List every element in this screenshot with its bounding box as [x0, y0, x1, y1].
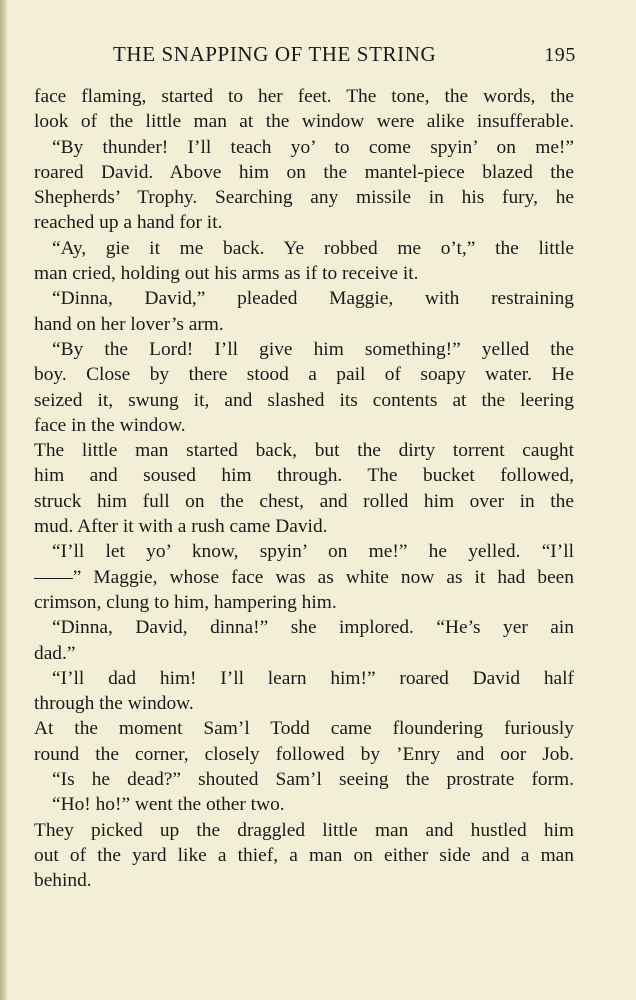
- text-line: mud. After it with a rush came David.: [34, 516, 328, 538]
- text-line: “Ho! ho!” went the other two.: [52, 794, 285, 816]
- body-text: [34, 84, 574, 894]
- text-line: “I’ll let yo’ know, spyin’ on me!” he yelled. “I’ll: [52, 541, 574, 563]
- text-line: look of the little man at the window were alike insufferable.: [34, 111, 574, 133]
- text-line: boy. Close by there stood a pail of soapy water. He: [34, 364, 574, 386]
- text-line: face in the window.: [34, 414, 186, 436]
- running-title: THE SNAPPING OF THE STRING: [113, 42, 437, 66]
- text-line: seized it, swung it, and slashed its contents at the leering: [34, 389, 574, 411]
- text-line: roared David. Above him on the mantel-piece blazed the: [34, 161, 574, 183]
- text-line: “Dinna, David,” pleaded Maggie, with restraining: [52, 288, 574, 310]
- text-line: hand on her lover’s arm.: [34, 313, 224, 335]
- text-line: “Is he dead?” shouted Sam’l seeing the prostrate form.: [52, 769, 574, 791]
- text-line: crimson, clung to him, hampering him.: [34, 591, 337, 613]
- text-line: Shepherds’ Trophy. Searching any missile in his fury, he: [34, 187, 574, 209]
- page-number: 195: [544, 44, 576, 66]
- text-line: man cried, holding out his arms as if to receive it.: [34, 263, 419, 285]
- page-edge: [0, 0, 7, 1000]
- text-line: The little man started back, but the dirty torrent caught: [34, 440, 574, 462]
- text-line: round the corner, closely followed by ’Enry and oor Job.: [34, 743, 574, 765]
- text-line: face flaming, started to her feet. The tone, the words, the: [34, 86, 574, 107]
- text-line: “By thunder! I’ll teach yo’ to come spyin’ on me!”: [52, 136, 574, 158]
- text-line: reached up a hand for it.: [34, 212, 223, 234]
- text-line: struck him full on the chest, and rolled him over in the: [34, 490, 574, 512]
- text-line: “By the Lord! I’ll give him something!” yelled the: [52, 338, 574, 360]
- text-line: behind.: [34, 870, 92, 892]
- text-line: out of the yard like a thief, a man on either side and a man: [34, 844, 574, 866]
- running-head: [113, 42, 576, 72]
- text-line: him and soused him through. The bucket followed,: [34, 465, 574, 487]
- text-line: ——” Maggie, whose face was as white now as it had been: [34, 566, 574, 588]
- text-line: dad.”: [34, 642, 76, 664]
- text-line: “I’ll dad him! I’ll learn him!” roared David half: [52, 667, 574, 689]
- text-line: through the window.: [34, 693, 194, 715]
- text-line: “Ay, gie it me back. Ye robbed me o’t,” the little: [52, 237, 574, 259]
- text-line: At the moment Sam’l Todd came floundering furiously: [34, 718, 574, 740]
- text-line: They picked up the draggled little man and hustled him: [34, 819, 574, 841]
- text-line: “Dinna, David, dinna!” she implored. “He’s yer ain: [52, 617, 574, 639]
